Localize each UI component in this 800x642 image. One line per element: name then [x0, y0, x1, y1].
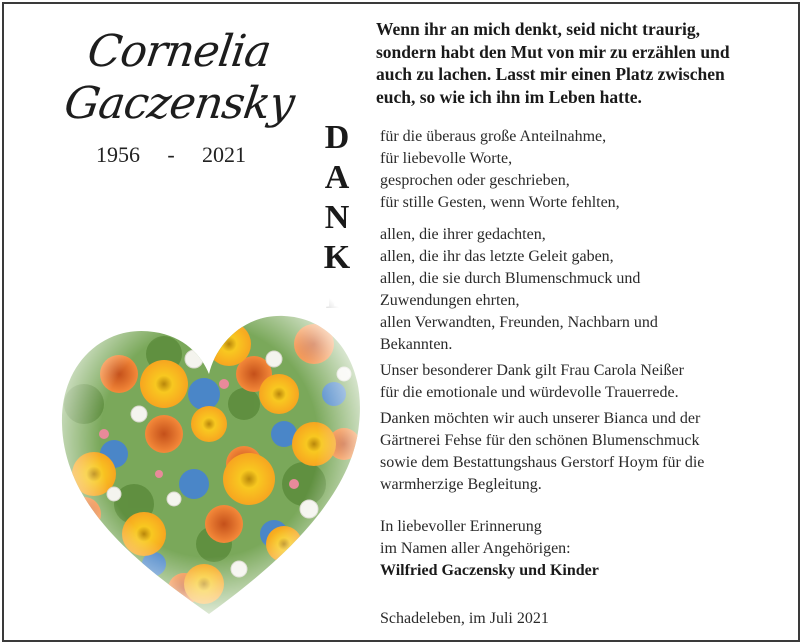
text-line: Unser besonderer Dank gilt Frau Carola Neißer: [380, 362, 684, 379]
text-line: für die emotionale und würdevolle Trauerrede.: [380, 384, 679, 401]
poem-line: Wenn ihr an mich denkt, seid nicht traurig,: [376, 19, 700, 39]
birth-year: 1956: [96, 142, 140, 167]
obituary-card: [2, 2, 800, 642]
signature: Wilfried Gaczensky und Kinder: [380, 562, 599, 579]
danke-letter: K: [323, 239, 351, 276]
poem-line: euch, so wie ich ihn im Leben hatte.: [376, 86, 642, 107]
thanks-block-condolences: [380, 126, 790, 214]
death-year: 2021: [201, 142, 246, 167]
text-line: allen Verwandten, Freunden, Nachbarn und: [380, 314, 658, 331]
danke-letter: D: [324, 119, 350, 156]
text-line: im Namen aller Angehörigen:: [380, 540, 571, 557]
flower-heart-image: [44, 284, 374, 634]
thanks-block-speaker: [380, 360, 790, 404]
text-line: warmherzige Begleitung.: [380, 476, 542, 493]
place-date: Schadeleben, im Juli 2021: [380, 610, 549, 627]
text-line: allen, die sie durch Blumenschmuck und: [380, 270, 641, 287]
text-line: für stille Gesten, wenn Worte fehlten,: [380, 194, 620, 211]
text-line: Danken möchten wir auch unserer Bianca und der: [380, 410, 701, 427]
text-line: Bekannten.: [380, 336, 453, 353]
thanks-block-florist: [380, 408, 790, 496]
year-separator: -: [167, 142, 175, 167]
poem-line: sondern habt den Mut von mir zu erzählen und: [376, 41, 730, 62]
thanks-block-mourners: [380, 224, 790, 356]
text-line: gesprochen oder geschrieben,: [380, 172, 570, 189]
deceased-last-name: Gaczensky: [61, 78, 297, 129]
text-line: Zuwendungen ehrten,: [380, 292, 520, 309]
closing-block: [380, 516, 790, 582]
text-line: allen, die ihr das letzte Geleit gaben,: [380, 248, 614, 265]
text-line: In liebevoller Erinnerung: [380, 518, 542, 535]
danke-letter: A: [324, 159, 350, 196]
poem: [376, 18, 786, 108]
text-line: für die überaus große Anteilnahme,: [380, 128, 607, 145]
danke-letter: N: [324, 199, 350, 236]
life-dates: [96, 142, 246, 168]
poem-line: auch zu lachen. Lasst mir einen Platz zwischen: [376, 64, 725, 84]
text-line: Gärtnerei Fehse für den schönen Blumenschmuck: [380, 432, 700, 449]
text-line: sowie dem Bestattungshaus Gerstorf Hoym für die: [380, 454, 705, 471]
deceased-first-name: Cornelia: [84, 26, 274, 77]
text-line: für liebevolle Worte,: [380, 150, 513, 167]
text-line: allen, die ihrer gedachten,: [380, 226, 546, 243]
